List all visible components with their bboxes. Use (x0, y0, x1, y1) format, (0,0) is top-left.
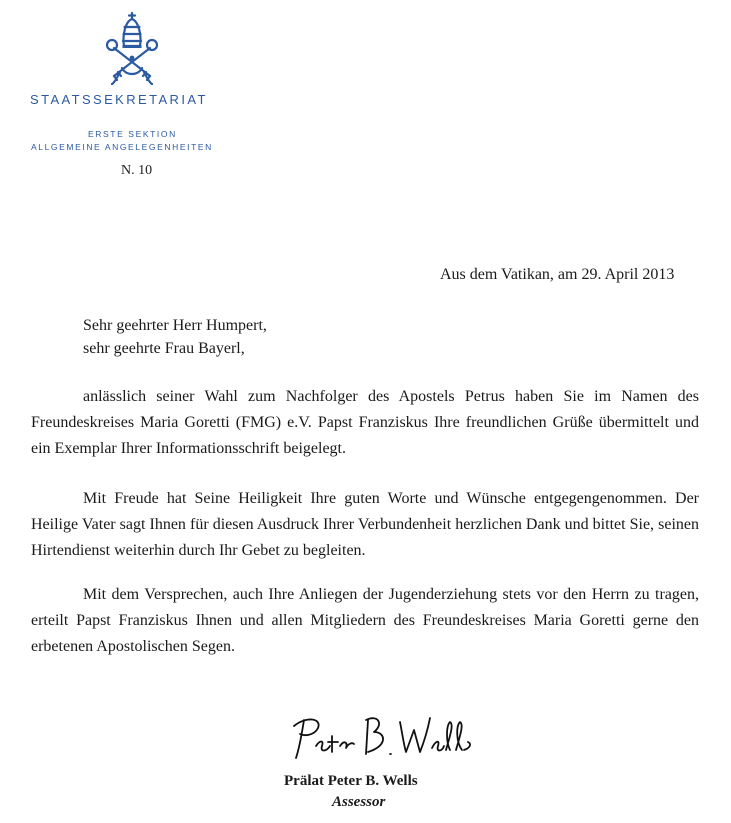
signer-role: Assessor (332, 794, 386, 810)
handwritten-signature (286, 712, 476, 764)
office-name: STAATSSEKRETARIAT (30, 92, 208, 107)
body-paragraph-3: Mit dem Versprechen, auch Ihre Anliegen der Jugenderziehung stets vor den Herrn zu tragen, erteilt Papst Franziskus Ihnen und allen Mitgliedern des Freundeskreises Maria Goretti gerne den erbetenen Apostolischen Segen. (31, 586, 699, 655)
papal-coat-of-arms-icon (100, 10, 164, 86)
salutation-line-1: Sehr geehrter Herr Humpert, (83, 317, 267, 334)
body-paragraph-1: anlässlich seiner Wahl zum Nachfolger des Apostels Petrus haben Sie im Namen des Freundeskreises Maria Goretti (FMG) e.V. Papst Franziskus Ihre freundlichen Grüße übermittelt und ein Exemplar Ihrer Informationsschrift beigelegt. (31, 388, 699, 457)
reference-number: N. 10 (121, 163, 153, 178)
section-line-1: ERSTE SEKTION (88, 129, 177, 139)
signer-name: Prälat Peter B. Wells (284, 773, 418, 789)
date-line: Aus dem Vatikan, am 29. April 2013 (440, 266, 675, 283)
body-paragraph-2: Mit Freude hat Seine Heiligkeit Ihre guten Worte und Wünsche entgegengenommen. Der Heilige Vater sagt Ihnen für diesen Ausdruck Ihrer Verbundenheit herzlichen Dank und bittet Sie, seinen Hirtendienst weiterhin durch Ihr Gebet zu begleiten. (31, 490, 699, 559)
salutation-line-2: sehr geehrte Frau Bayerl, (83, 340, 245, 357)
section-line-2: ALLGEMEINE ANGELEGENHEITEN (31, 142, 213, 152)
salutation (83, 314, 267, 360)
